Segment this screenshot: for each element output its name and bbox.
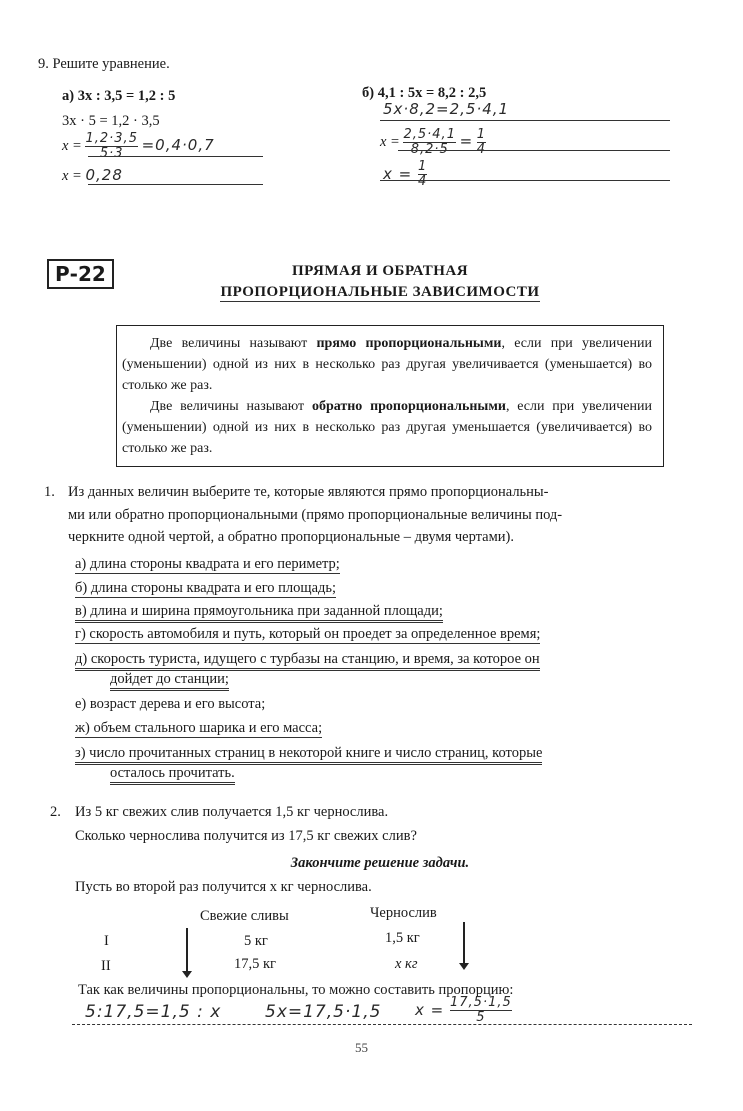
answer-fraction: [418, 160, 427, 189]
arrow-down-icon: [463, 922, 465, 964]
denominator: 5: [476, 1010, 486, 1025]
answer-line: [398, 150, 670, 151]
answer-line: [380, 120, 670, 121]
ex1-item-d-cont: дойдет до станции;: [110, 671, 229, 688]
x-label: x =: [415, 1001, 445, 1019]
denominator: 4: [418, 174, 428, 189]
answer-line: [380, 180, 670, 181]
ex2-proportion: 5:17,5=1,5 : x: [85, 1002, 222, 1022]
answer-prefix: x =: [383, 165, 413, 183]
answer-line: [88, 184, 263, 185]
ex1-item-g: г) скорость автомобиля и путь, который он проедет за определенное время;: [75, 626, 541, 642]
ex1-number: 1.: [44, 484, 55, 500]
ex1-text-3: черкните одной чертой, а обратно пропорциональные – двумя чертами).: [68, 529, 514, 545]
numerator: 1: [476, 127, 487, 142]
answer-line: [72, 1024, 692, 1025]
cell-prunes: x кг: [395, 956, 418, 972]
ex1-item-d: д) скорость туриста, идущего с турбазы на станцию, и время, за которое он: [75, 651, 540, 668]
ex2-number: 2.: [50, 804, 61, 820]
ex9b-step1: 5x·8,2=2,5·4,1: [383, 100, 510, 118]
term-direct: прямо пропорциональными: [316, 336, 502, 351]
ex9a-step1: 3x · 5 = 1,2 · 3,5: [62, 113, 160, 129]
ex9a-answer-line: [62, 166, 123, 185]
denominator: 8,2·5: [410, 142, 449, 157]
arrow-down-icon: [186, 928, 188, 972]
ex9b-result: [477, 128, 486, 157]
ex9a-answer: 0,28: [85, 166, 123, 184]
page-number: 55: [355, 1040, 368, 1055]
ex1-item-zh: ж) объем стального шарика и его масса;: [75, 720, 323, 736]
numerator: 1: [418, 159, 428, 174]
ex2-product: 5x=17,5·1,5: [265, 1002, 382, 1022]
section-title-line1: ПРЯМАЯ И ОБРАТНАЯ: [291, 263, 469, 279]
ex2-conclusion: Так как величины пропорциональны, то можно составить пропорцию:: [78, 982, 514, 998]
definition-inverse: Две величины называют обратно пропорциональными, если при увеличении (уменьшении) одной из них в несколько раз другая уменьшается (увеличивается) во столько же раз.: [122, 399, 652, 456]
ex1-item-z-cont: осталось прочитать.: [110, 765, 235, 782]
row-label: II: [101, 958, 111, 974]
ex2-line1: Из 5 кг свежих слив получается 1,5 кг чернослива.: [75, 804, 389, 820]
ex9a-task: а) 3x : 3,5 = 1,2 : 5: [62, 88, 176, 104]
ex1-item-v: в) длина и ширина прямоугольника при заданной площади;: [75, 603, 443, 620]
ex9b-answer: [383, 160, 427, 189]
ex9b-task: б) 4,1 : 5x = 8,2 : 2,5: [362, 85, 487, 101]
answer-line: [88, 156, 263, 157]
cell-fresh: 5 кг: [244, 933, 268, 949]
x-label: x =: [380, 133, 400, 150]
term-inverse: обратно пропорциональными: [311, 399, 506, 414]
numerator: 1,2·3,5: [85, 131, 138, 146]
fraction: [450, 996, 512, 1025]
numerator: 17,5·1,5: [450, 995, 512, 1010]
cell-fresh: 17,5 кг: [234, 956, 276, 972]
ex2-let: Пусть во второй раз получится x кг чернослива.: [75, 879, 372, 895]
definition-direct: Две величины называют прямо пропорциональными, если при увеличении (уменьшении) одной из них в несколько раз другая увеличивается (уменьшается) во столько же раз.: [122, 336, 652, 393]
table-header-prunes: Чернослив: [370, 905, 437, 921]
x-label: x =: [62, 168, 82, 184]
ex2-instruction: Закончите решение задачи.: [290, 855, 470, 871]
ex9a-product: =0,4·0,7: [141, 135, 215, 154]
section-title-text: ПРОПОРЦИОНАЛЬНЫЕ ЗАВИСИМОСТИ: [220, 284, 540, 300]
numerator: 2,5·4,1: [403, 127, 456, 142]
ex1-item-a: а) длина стороны квадрата и его периметр;: [75, 556, 340, 572]
row-label: I: [104, 933, 109, 949]
cell-prunes: 1,5 кг: [385, 930, 420, 946]
section-code: Р-22: [47, 259, 114, 289]
denominator: 5·3: [99, 146, 124, 161]
x-label: x =: [62, 137, 82, 154]
ex2-x-fraction: [415, 996, 512, 1025]
table-header-fresh: Свежие сливы: [200, 908, 289, 924]
ex9b-fraction: [403, 128, 455, 157]
ex1-text-1: Из данных величин выберите те, которые являются прямо пропорциональны-: [68, 484, 549, 500]
ex1-item-b: б) длина стороны квадрата и его площадь;: [75, 580, 337, 596]
exercise-9-title: 9. Решите уравнение.: [38, 56, 170, 72]
ex1-text-2: ми или обратно пропорциональными (прямо пропорциональные величины под-: [68, 507, 563, 523]
ex2-line2: Сколько чернослива получится из 17,5 кг свежих слив?: [75, 828, 417, 844]
ex1-item-z: з) число прочитанных страниц в некоторой книге и число страниц, которые: [75, 745, 542, 762]
section-title-line2: [150, 284, 610, 301]
denominator: 4: [476, 142, 487, 157]
ex1-item-e: е) возраст дерева и его высота;: [75, 696, 266, 712]
ex9b-fraction-line: x = $\frac{2,5\cdot 4,1}{8,2\cdot 5}$ = $\frac{1}{4}$: [380, 127, 487, 157]
